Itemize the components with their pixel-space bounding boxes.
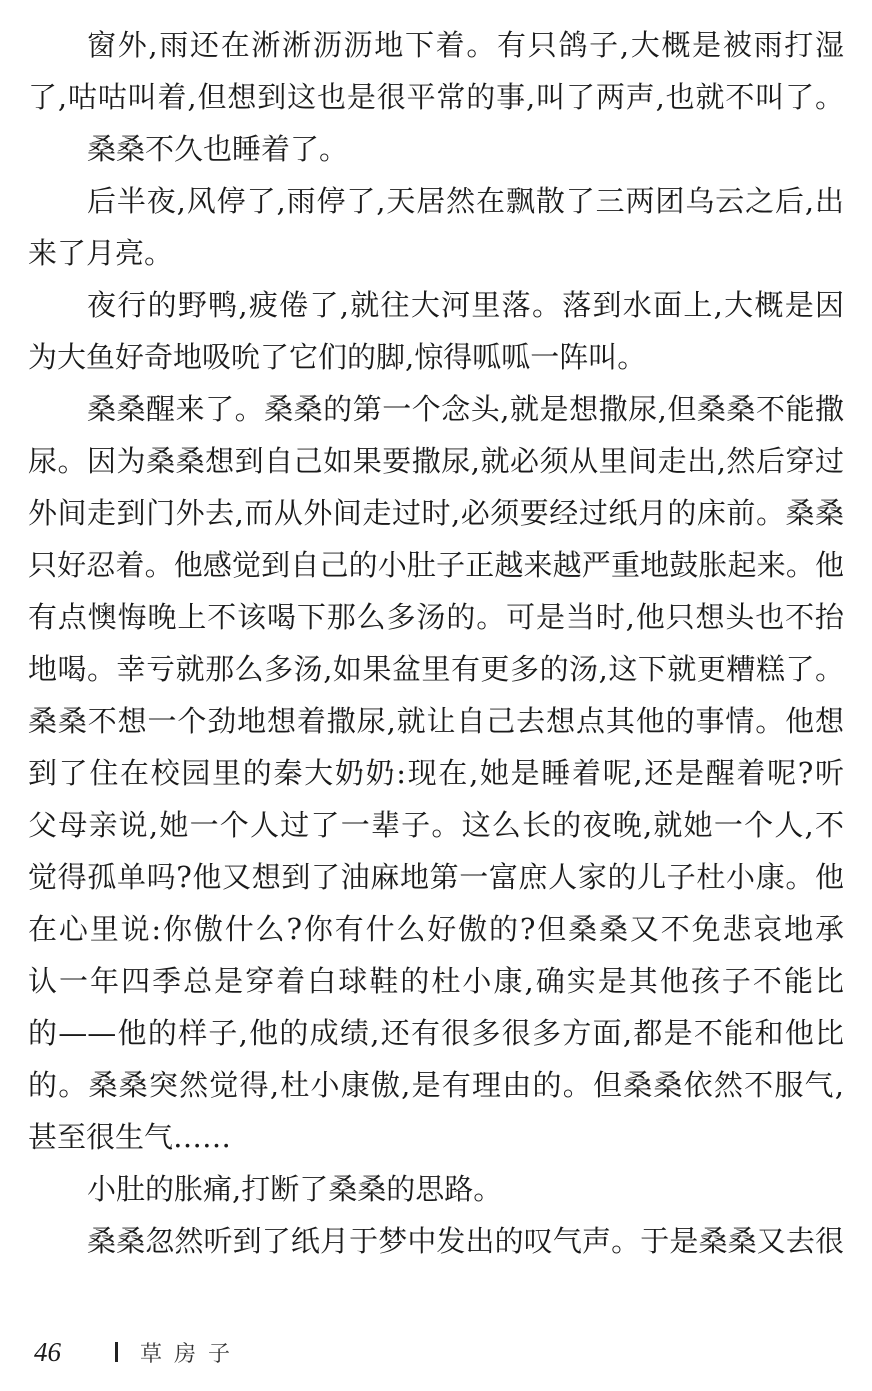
page-number: 46	[34, 1336, 61, 1367]
text-line: 有点懊悔晚上不该喝下那么多汤的。可是当时,他只想头也不抬	[28, 600, 844, 634]
text-line: 桑桑醒来了。桑桑的第一个念头,就是想撒尿,但桑桑不能撒	[87, 392, 844, 426]
text-line: 来了月亮。	[28, 236, 174, 270]
text-line: 父母亲说,她一个人过了一辈子。这么长的夜晚,就她一个人,不	[28, 808, 844, 842]
text-line: 桑桑不想一个劲地想着撒尿,就让自己去想点其他的事情。他想	[28, 704, 844, 738]
text-line: 桑桑不久也睡着了。	[87, 132, 349, 166]
text-line: 的。桑桑突然觉得,杜小康傲,是有理由的。但桑桑依然不服气,	[28, 1068, 844, 1102]
text-line: 甚至很生气……	[28, 1120, 232, 1154]
page-footer	[34, 1332, 242, 1372]
text-line: 小肚的胀痛,打断了桑桑的思路。	[87, 1172, 503, 1206]
text-line: 夜行的野鸭,疲倦了,就往大河里落。落到水面上,大概是因	[87, 288, 844, 322]
text-line: 窗外,雨还在淅淅沥沥地下着。有只鸽子,大概是被雨打湿	[87, 28, 844, 62]
text-line: 尿。因为桑桑想到自己如果要撒尿,就必须从里间走出,然后穿过	[28, 444, 844, 478]
text-line: 在心里说:你傲什么?你有什么好傲的?但桑桑又不免悲哀地承	[28, 912, 844, 946]
text-line: 认一年四季总是穿着白球鞋的杜小康,确实是其他孩子不能比	[28, 964, 844, 998]
text-line: 外间走到门外去,而从外间走过时,必须要经过纸月的床前。桑桑	[28, 496, 844, 530]
text-line: 后半夜,风停了,雨停了,天居然在飘散了三两团乌云之后,出	[87, 184, 844, 218]
book-title: 草房子	[140, 1341, 243, 1367]
text-line: 为大鱼好奇地吸吮了它们的脚,惊得呱呱一阵叫。	[28, 340, 647, 374]
text-line: 地喝。幸亏就那么多汤,如果盆里有更多的汤,这下就更糟糕了。	[28, 652, 844, 686]
footer-divider	[115, 1342, 118, 1362]
text-line: 只好忍着。他感觉到自己的小肚子正越来越严重地鼓胀起来。他	[28, 548, 844, 582]
text-line: 桑桑忽然听到了纸月于梦中发出的叹气声。于是桑桑又去很	[87, 1224, 844, 1258]
text-line: 到了住在校园里的秦大奶奶:现在,她是睡着呢,还是醒着呢?听	[28, 756, 844, 790]
text-line: 了,咕咕叫着,但想到这也是很平常的事,叫了两声,也就不叫了。	[28, 80, 844, 114]
text-line: 觉得孤单吗?他又想到了油麻地第一富庶人家的儿子杜小康。他	[28, 860, 844, 894]
body-text	[28, 19, 844, 1267]
text-line: 的——他的样子,他的成绩,还有很多很多方面,都是不能和他比	[28, 1016, 844, 1050]
